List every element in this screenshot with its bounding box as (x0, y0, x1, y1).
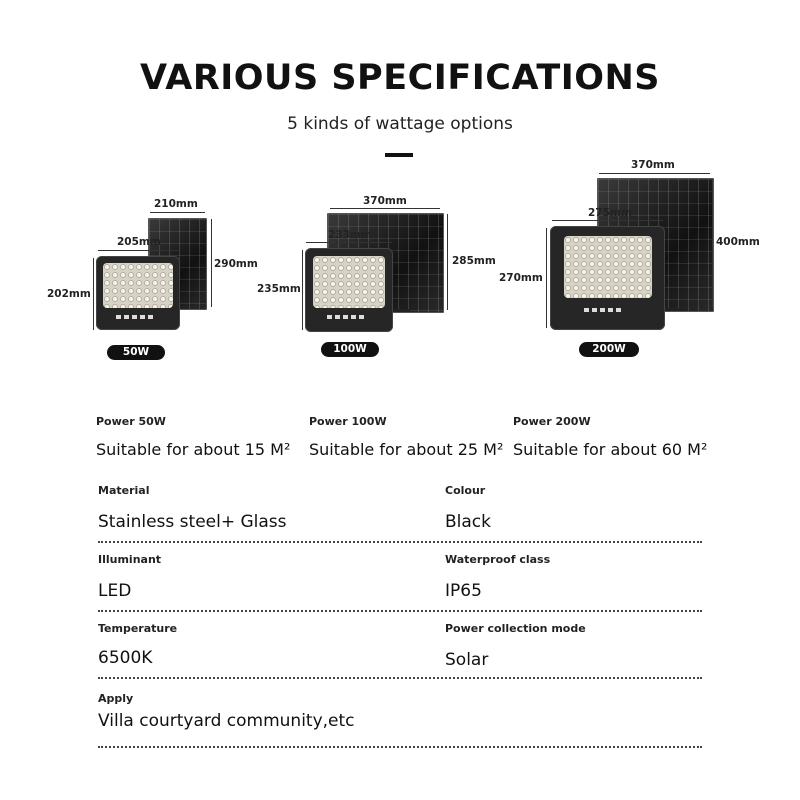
power-50w-label: Power 50W (96, 415, 166, 428)
colour-label: Colour (445, 484, 486, 497)
dimension-line (599, 173, 710, 174)
flood-light-image (96, 256, 180, 330)
flood-light-image (550, 226, 665, 330)
dimension-line (552, 220, 663, 221)
wattage-badge: 100W (321, 342, 379, 357)
led-array (103, 263, 173, 308)
panel-width-label: 370mm (631, 159, 675, 171)
dimension-line (93, 258, 94, 330)
indicator-dots (327, 315, 364, 319)
illuminant-value: LED (98, 581, 132, 601)
material-value: Stainless steel+ Glass (98, 512, 287, 532)
dimension-line (306, 242, 392, 243)
material-label: Material (98, 484, 150, 497)
panel-width-label: 210mm (154, 198, 198, 210)
power-200w-label: Power 200W (513, 415, 591, 428)
power-100w-label: Power 100W (309, 415, 387, 428)
lamp-width-label: 275mm (588, 207, 632, 219)
dimension-line (447, 214, 448, 310)
apply-label: Apply (98, 692, 134, 705)
row-divider (98, 610, 702, 612)
wattage-badge: 200W (579, 342, 639, 357)
dimension-line (98, 250, 178, 251)
led-array (313, 256, 385, 308)
row-divider (98, 677, 702, 679)
power-100w-value: Suitable for about 25 M² (309, 440, 504, 459)
panel-width-label: 370mm (363, 195, 407, 207)
lamp-height-label: 270mm (499, 272, 543, 284)
colour-value: Black (445, 512, 491, 532)
page-subtitle: 5 kinds of wattage options (287, 114, 513, 134)
flood-light-image (305, 248, 393, 332)
dimension-line (150, 212, 205, 213)
power-mode-label: Power collection mode (445, 622, 586, 635)
page-title: VARIOUS SPECIFICATIONS (140, 58, 660, 98)
indicator-dots (116, 315, 153, 319)
power-200w-value: Suitable for about 60 M² (513, 440, 708, 459)
apply-value: Villa courtyard community,etc (98, 711, 355, 731)
dimension-line (546, 228, 547, 328)
dimension-line (211, 219, 212, 307)
row-divider (98, 541, 702, 543)
dimension-line (330, 208, 440, 209)
waterproof-label: Waterproof class (445, 553, 551, 566)
dimension-line (712, 180, 713, 308)
row-divider (98, 746, 702, 748)
indicator-dots (584, 308, 621, 312)
title-divider (385, 153, 413, 157)
led-array (564, 236, 652, 298)
lamp-height-label: 235mm (257, 283, 301, 295)
lamp-height-label: 202mm (47, 288, 91, 300)
panel-height-label: 400mm (716, 236, 760, 248)
lamp-width-label: 233mm (328, 229, 372, 241)
panel-height-label: 285mm (452, 255, 496, 267)
waterproof-value: IP65 (445, 581, 482, 601)
illuminant-label: Illuminant (98, 553, 162, 566)
lamp-width-label: 205mm (117, 236, 161, 248)
dimension-line (302, 250, 303, 330)
power-50w-value: Suitable for about 15 M² (96, 440, 291, 459)
wattage-badge: 50W (107, 345, 165, 360)
panel-height-label: 290mm (214, 258, 258, 270)
power-mode-value: Solar (445, 650, 489, 670)
temperature-label: Temperature (98, 622, 178, 635)
temperature-value: 6500K (98, 648, 153, 668)
